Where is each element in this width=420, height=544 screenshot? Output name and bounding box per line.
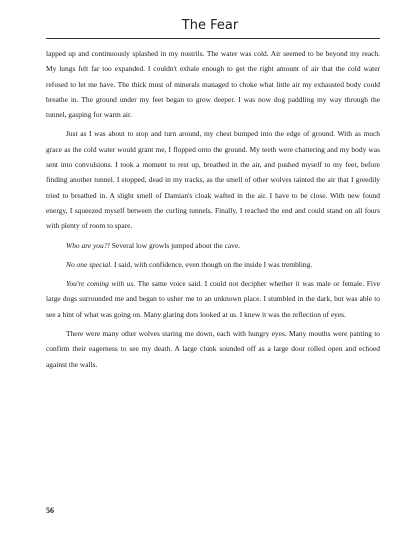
dialogue-italic: No one special. xyxy=(66,259,113,269)
paragraph-3: Who are you?! Several low growls jumped about the cave. xyxy=(66,240,241,250)
running-header-title: The Fear xyxy=(181,18,239,33)
body-text xyxy=(46,46,380,376)
paragraph-5: You're coming with us. The same voice said. I could not decipher whether it was male or female. Five large dogs surrounded me and began to usher me to an unknown place. I stumbled in the dark, but was able to see a hint of what was going on. Many glaring dots looked at us. I knew it was the reflection of eyes. xyxy=(46,279,380,319)
dialogue-italic: You're coming with us. xyxy=(66,279,136,289)
paragraph-6: There were many other wolves staring me down, each with hungry eyes. Many mouths were panting to confirm their eagerness to see my death. A large clunk sounded off as a large door rolled open and echoed against the walls. xyxy=(46,329,380,369)
page-number: 56 xyxy=(46,506,54,515)
paragraph-2: Just as I was about to stop and turn around, my chest bumped into the edge of ground. With as much grace as the cold water would grant me, I flopped onto the ground. My teeth were chattering and my body was sent into convulsions. I took a moment to rest up, breathed in the air, and pushed myself to my feet, before finding another tunnel. I stopped, dead in my tracks, as the smell of other wolves tainted the air that I greedily tried to breathed in. A slight smell of Damian's cloak wafted in the air. I have to be close. With new found energy, I squeezed myself between the curling tunnels. Finally, I reached the end and could stand on all fours with plenty of room to spare. xyxy=(46,129,380,231)
paragraph-4: No one special. I said, with confidence, even though on the inside I was trembling. xyxy=(66,259,313,269)
dialogue-italic: Who are you?! xyxy=(66,240,110,250)
header-divider xyxy=(46,38,380,39)
paragraph-1: lapped up and continuously splashed in my nostrils. The water was cold. Air seemed to be beyond my reach. My lungs felt far too expanded. I couldn't exhale enough to get the right amount of air that the cold water refused to let me have. The thick must of minerals managed to choke what little air my exhausted body could breathe in. The ground under my feet began to grow deeper. I was now dog paddling my way through the tunnel, gasping for warm air. xyxy=(46,49,380,120)
